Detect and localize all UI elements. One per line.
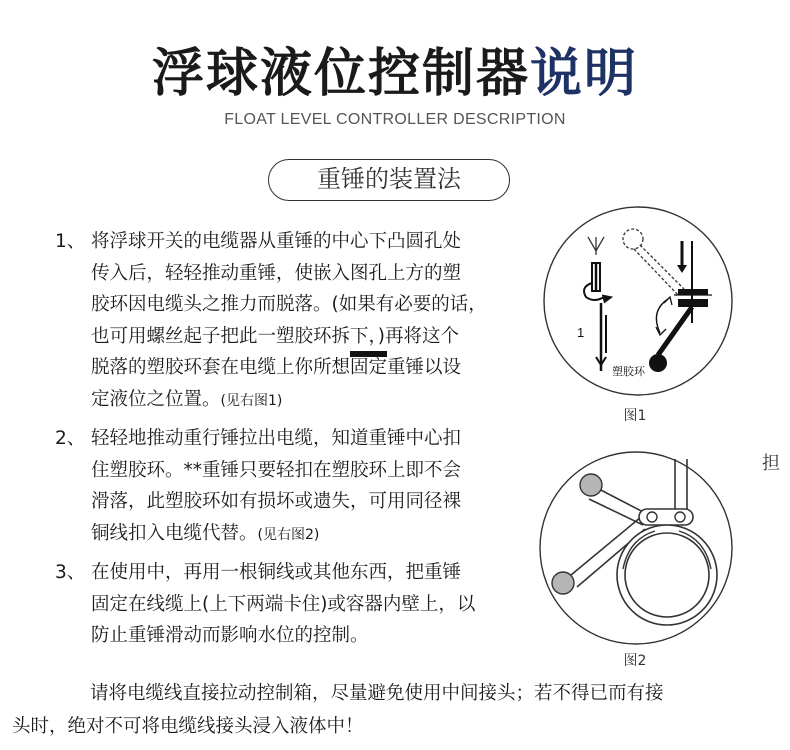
step-line: [55, 384, 487, 418]
step-line: 胶环因电缆头之推力而脱落。(如果有必要的话，: [91, 294, 487, 315]
step-line: 住塑胶环。**重锤只要轻扣在塑胶环上即不会: [91, 459, 462, 481]
step-line: 固定在线缆上(上下两端卡住)或容器内壁上，以: [91, 593, 476, 615]
title-main: 浮球液位控制器: [151, 44, 530, 104]
step-line: 传入后，轻轻推动重锤，使嵌入图孔上方的塑: [91, 262, 462, 284]
highlighted-text: 固定: [350, 351, 387, 378]
bottom-warning-note: [12, 677, 772, 743]
figure-2-diagram: [537, 449, 735, 647]
page-title: [0, 42, 790, 106]
figure-1-caption: 图1: [623, 408, 647, 424]
step-line: [55, 352, 487, 384]
step-number: 2、: [55, 428, 86, 449]
step-line-segment: 重锤以设: [387, 357, 462, 378]
step-line: 也可用螺丝起子把此一塑胶环拆下，)再将这个: [91, 325, 459, 347]
figure-reference: (见右图1): [220, 392, 283, 409]
step-last-line: 铜线扣入电缆代替。: [91, 522, 258, 544]
instruction-step-2: [55, 423, 461, 551]
note-line: 请将电缆线直接拉动控制箱，尽量避免使用中间接头；若不得已而有接: [90, 683, 664, 704]
step-line: 在使用中，再用一根铜线或其他东西，把重锤: [91, 562, 462, 583]
figure-reference: (见右图2): [257, 526, 320, 543]
figure-2-caption: 图2: [623, 653, 647, 669]
instruction-step-3: [55, 557, 475, 652]
step-line: 防止重锤滑动而影响水位的控制。: [91, 625, 369, 646]
step-line: 轻轻地推动重行锤拉出电缆，知道重锤中心扣: [91, 428, 462, 449]
step-number: 1、: [55, 231, 86, 252]
step-last-line: 定液位之位置。: [91, 388, 221, 410]
figure-1-arrow-number: 1: [577, 325, 585, 340]
figure-1-ring-label: 塑胶环: [612, 365, 645, 378]
instruction-step-1: [55, 226, 487, 417]
title-accent: 说明: [530, 44, 639, 104]
note-line: 头时，绝对不可将电缆线接头浸入液体中！: [12, 716, 364, 737]
step-line: 将浮球开关的电缆器从重锤的中心下凸圆孔处: [91, 231, 462, 252]
step-number: 3、: [55, 562, 86, 583]
step-line-segment: 脱落的塑胶环套在电缆上你所想: [91, 357, 351, 378]
page-subtitle: FLOAT LEVEL CONTROLLER DESCRIPTION: [224, 111, 566, 128]
step-line: [55, 518, 461, 552]
section-heading: 重锤的装置法: [268, 159, 510, 201]
step-line: 滑落，此塑胶环如有损坏或遗失，可用同径裸: [91, 491, 462, 512]
figure-1-diagram: [540, 203, 736, 399]
cropped-edge-glyph: 担: [762, 453, 780, 474]
